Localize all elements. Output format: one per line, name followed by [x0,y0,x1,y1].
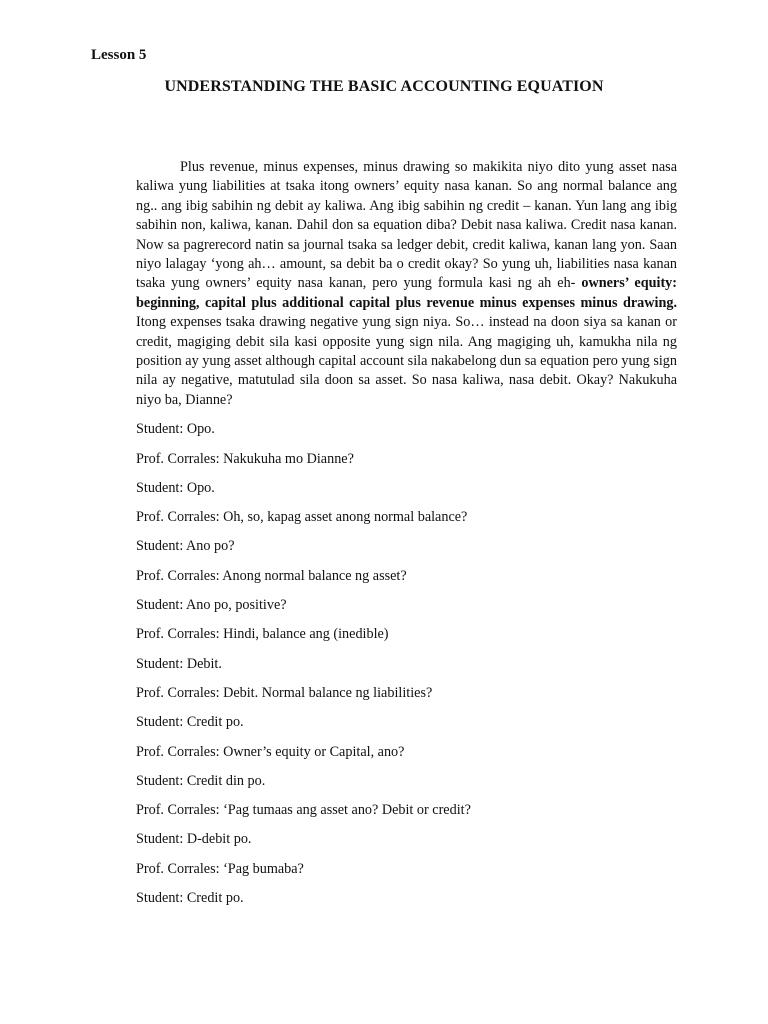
dialogue-line: Student: Debit. [136,655,222,672]
dialogue-line: Prof. Corrales: Owner’s equity or Capital, ano? [136,743,405,760]
dialogue-line: Student: Opo. [136,479,215,496]
dialogue-line: Student: Ano po, positive? [136,597,287,614]
dialogue-line: Prof. Corrales: Hindi, balance ang (inedible) [136,626,389,643]
dialogue-line: Prof. Corrales: Anong normal balance ng asset? [136,567,407,584]
dialogue-line: Prof. Corrales: Debit. Normal balance ng liabilities? [136,684,433,701]
paragraph-text-part-1: Plus revenue, minus expenses, minus drawing so makikita niyo dito yung asset nasa kaliwa yung liabilities at tsaka itong owners’ equity nasa kanan. So ang normal balance ang ng.. ang ibig sabihin ng debit ay kaliwa. Ang ibig sabihin ng credit – kanan. Yun lang ang ibig sabihin non, kaliwa, kanan. Dahil don sa equation diba? Debit nasa kaliwa. Credit nasa kanan. Now sa pagrerecord natin sa journal tsaka sa ledger debit, credit kaliwa, kanan lang yon. Saan niyo lalagay ‘yong ah… amount, sa debit ba o credit okay? So yung uh, liabilities nasa kanan tsaka yung owners’ equity nasa kanan, pero yung formula kasi ng ah eh- [136,159,677,292]
dialogue-line: Prof. Corrales: Oh, so, kapag asset anong normal balance? [136,509,468,526]
dialogue-line: Prof. Corrales: Nakukuha mo Dianne? [136,450,354,467]
dialogue-line: Student: Credit po. [136,714,244,731]
dialogue-line: Student: Opo. [136,421,215,438]
dialogue-line: Student: Ano po? [136,538,235,555]
dialogue-line: Prof. Corrales: ‘Pag tumaas ang asset ano? Debit or credit? [136,802,471,819]
paragraph-bold-formula: owners’ equity: beginning, capital plus additional capital plus revenue minus expenses minus drawing. [136,275,677,311]
dialogue-line: Student: Credit din po. [136,772,266,789]
dialogue-transcript [136,420,677,908]
intro-paragraph [136,158,677,410]
dialogue-line: Student: Credit po. [136,890,244,907]
paragraph-text-part-2: Itong expenses tsaka drawing negative yung sign niya. So… instead na doon siya sa kanan or credit, magiging debit sila kasi opposite yung sign nila. Ang magiging uh, kamukha nila ng position ay yung asset although capital account sila nakabelong dun sa equation pero yung sign nila ay negative, matutulad sila doon sa asset. So nasa kaliwa, nasa debit. Okay? Nakukuha niyo ba, Dianne? [136,314,677,408]
body-text [136,158,677,918]
lesson-label: Lesson 5 [91,47,147,63]
dialogue-line: Prof. Corrales: ‘Pag bumaba? [136,860,304,877]
page-title: UNDERSTANDING THE BASIC ACCOUNTING EQUATION [164,78,604,95]
dialogue-line: Student: D-debit po. [136,831,252,848]
